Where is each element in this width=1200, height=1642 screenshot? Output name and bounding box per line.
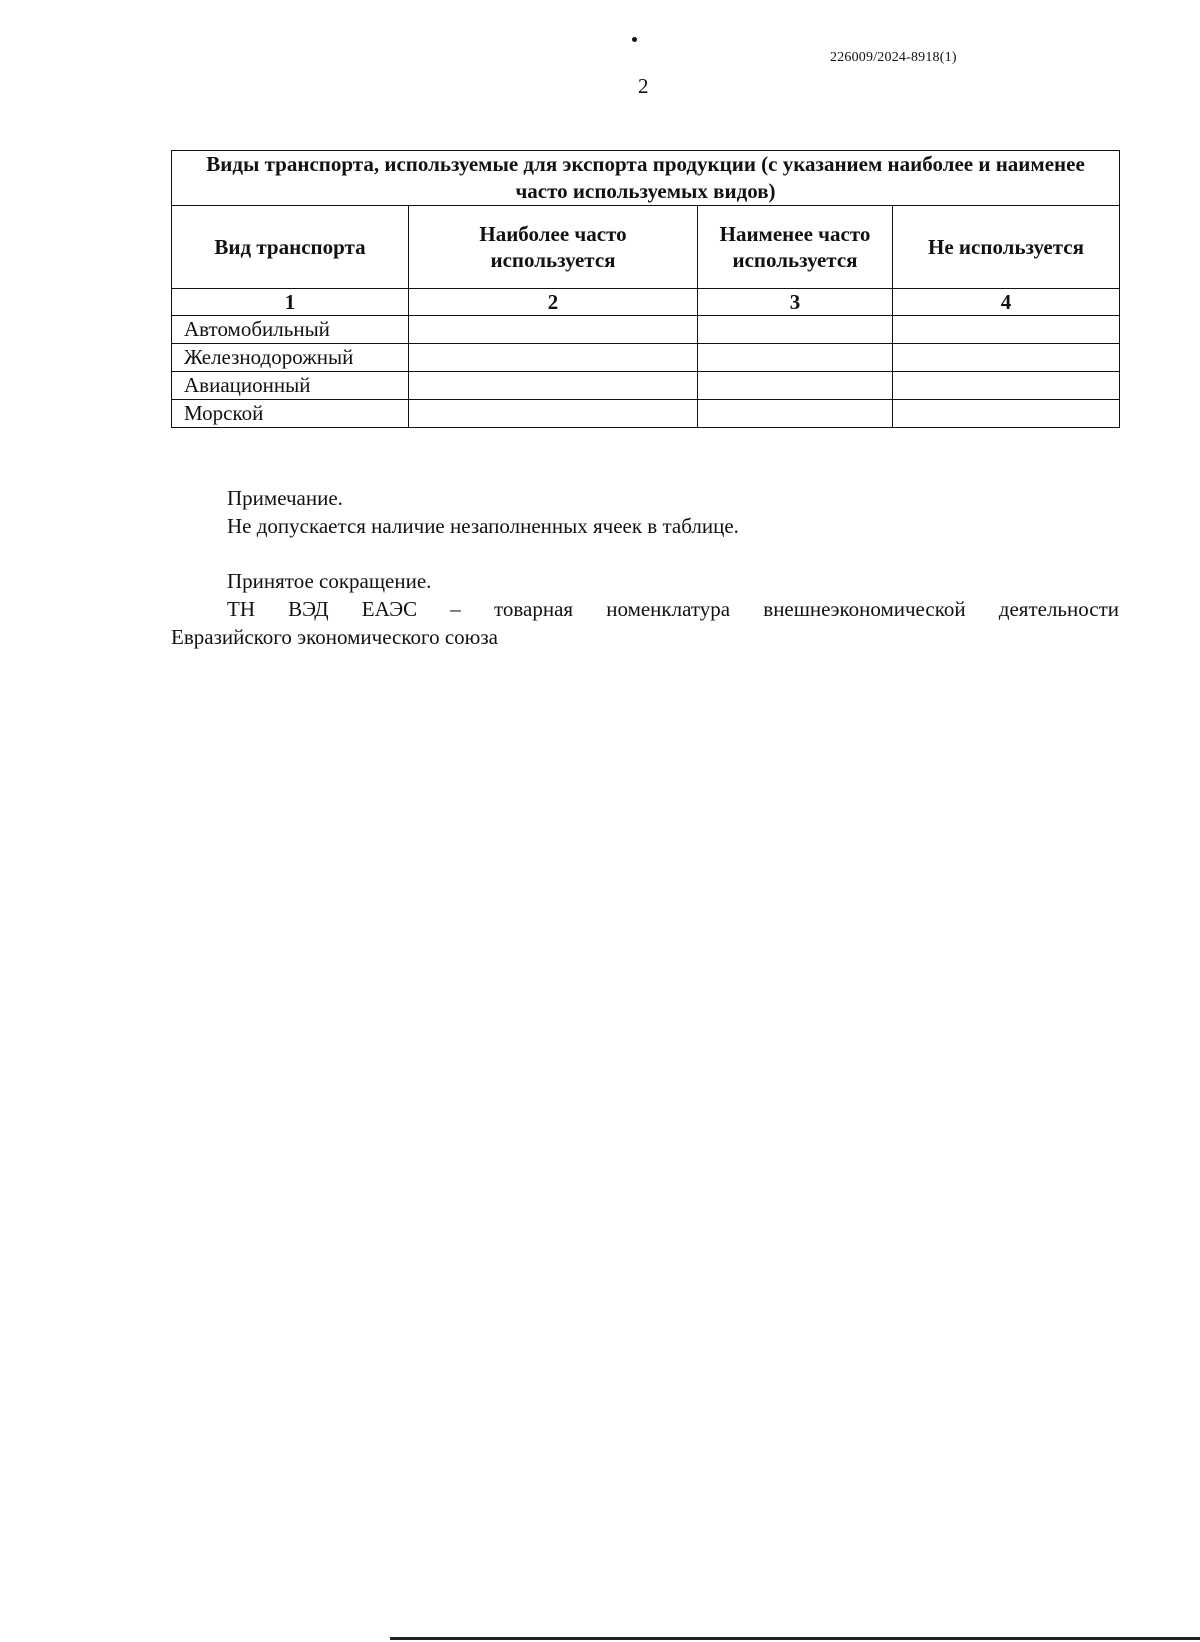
table-title: Виды транспорта, используемые для экспорта продукции (с указанием наиболее и наименее часто используемых видов)	[172, 151, 1120, 206]
table-cell	[698, 400, 893, 428]
table-row	[172, 316, 1120, 344]
notes-section	[171, 484, 1119, 651]
table-cell	[698, 372, 893, 400]
table-cell	[409, 400, 698, 428]
column-number: 3	[698, 289, 893, 316]
table-row	[172, 372, 1120, 400]
table-cell	[409, 372, 698, 400]
note-heading: Примечание.	[227, 486, 343, 510]
abbreviation-heading: Принятое сокращение.	[227, 569, 432, 593]
abbreviation-text-line2: Евразийского экономического союза	[171, 625, 498, 649]
table-header-row	[172, 206, 1120, 289]
column-number-row	[172, 289, 1120, 316]
document-id: 226009/2024-8918(1)	[830, 50, 957, 65]
table-title-row	[172, 151, 1120, 206]
table-cell	[893, 344, 1120, 372]
table-row	[172, 344, 1120, 372]
abbreviation-text-line1: ТН ВЭД ЕАЭС – товарная номенклатура внешнеэкономической деятельности	[227, 597, 1119, 621]
column-header-least-used: Наименее часто используется	[698, 206, 893, 289]
table-cell	[893, 400, 1120, 428]
scan-edge-line	[390, 1637, 1200, 1640]
column-number: 2	[409, 289, 698, 316]
table-cell	[698, 316, 893, 344]
note-text: Не допускается наличие незаполненных ячеек в таблице.	[227, 514, 739, 538]
table-cell	[698, 344, 893, 372]
column-number: 4	[893, 289, 1120, 316]
table-cell	[893, 316, 1120, 344]
table-cell	[409, 316, 698, 344]
page-number: 2	[638, 74, 649, 98]
column-header-most-used: Наиболее часто используется	[409, 206, 698, 289]
transport-table	[171, 150, 1120, 428]
table-row	[172, 400, 1120, 428]
column-header-not-used: Не используется	[893, 206, 1120, 289]
row-label-aviation: Авиационный	[172, 372, 409, 400]
column-header-transport-type: Вид транспорта	[172, 206, 409, 289]
column-number: 1	[172, 289, 409, 316]
row-label-railway: Железнодорожный	[172, 344, 409, 372]
row-label-maritime: Морской	[172, 400, 409, 428]
table-cell	[893, 372, 1120, 400]
scan-dot	[632, 37, 637, 42]
table-cell	[409, 344, 698, 372]
row-label-automobile: Автомобильный	[172, 316, 409, 344]
